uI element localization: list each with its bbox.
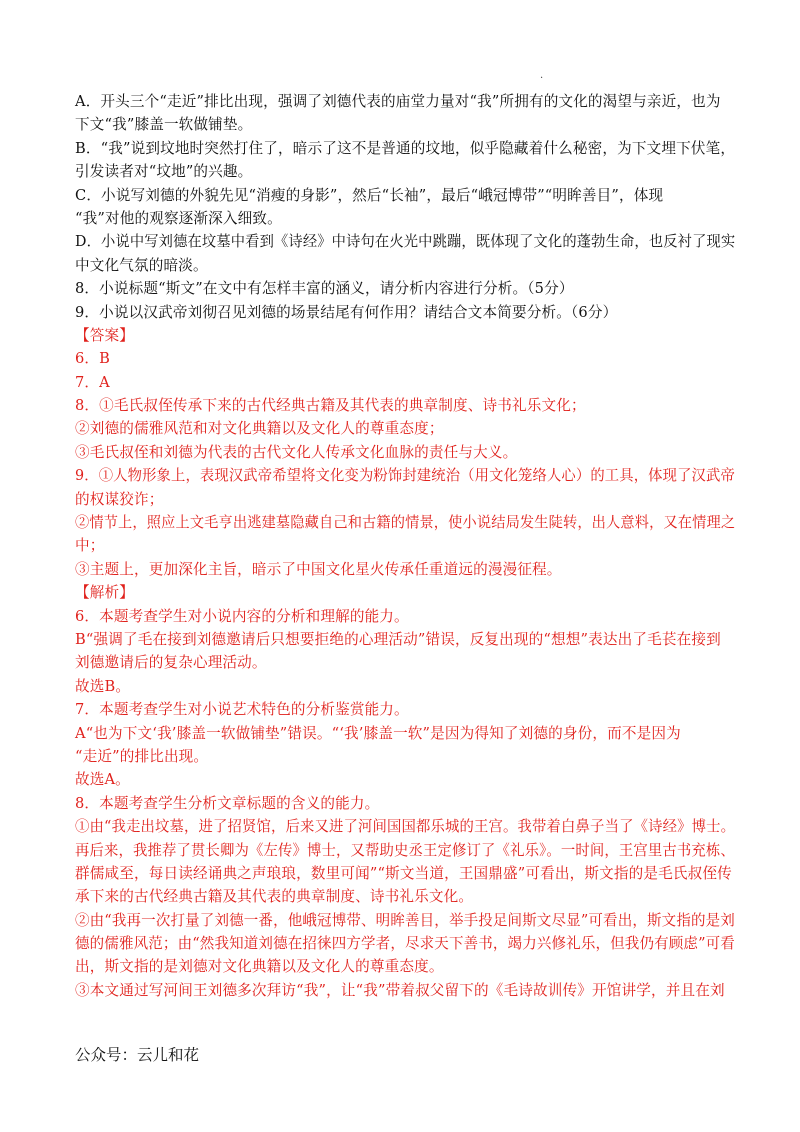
question-options xyxy=(75,90,735,277)
footer-account: 公众号：云儿和花 xyxy=(75,1046,200,1064)
analysis-line: ③本文通过写河间王刘德多次拜访“我”，让“我”带着叔父留下的《毛诗故训传》开馆讲学，并且在刘 xyxy=(75,981,725,999)
question-list xyxy=(75,277,735,324)
analysis-line: 故选B。 xyxy=(75,677,131,695)
analysis-line: 再后来，我推荐了贯长卿为《左传》博士，又帮助史丞王定修订了《礼乐》。一时间，王宫里古书充栋、 xyxy=(75,841,735,859)
analysis-line: 出，斯文指的是刘德对文化典籍以及文化人的尊重态度。 xyxy=(75,958,444,976)
analysis-line: “走近”的排比出现。 xyxy=(75,747,209,765)
answer-section xyxy=(75,347,735,581)
text-line: D．小说中写刘德在坟墓中看到《诗经》中诗句在火光中跳蹦，既体现了文化的蓬勃生命，也反衬了现实 xyxy=(75,233,736,251)
text-line: B．“我”说到坟地时突然打住了，暗示了这不是普通的坟地，似乎隐藏着什么秘密，为下文埋下伏笔， xyxy=(75,139,736,157)
text-line: C．小说写刘德的外貌先见“消瘦的身影”，然后“长袖”，最后“峨冠博带”“明眸善目”，体现 xyxy=(75,186,664,204)
analysis-line: 承下来的古代经典古籍及其代表的典章制度、诗书礼乐文化。 xyxy=(75,888,474,906)
analysis-line: 刘德邀请后的复杂心理活动。 xyxy=(75,654,267,672)
analysis-line: 7．本题考查学生对小说艺术特色的分析鉴赏能力。 xyxy=(75,701,409,719)
text-line: 引发读者对“坟地”的兴趣。 xyxy=(75,163,253,181)
text-line: 中文化气氛的暗淡。 xyxy=(75,256,208,274)
answer-line: ②刘德的儒雅风范和对文化典籍以及文化人的尊重态度； xyxy=(75,420,444,438)
analysis-line: 故选A。 xyxy=(75,771,130,789)
analysis-line: 8．本题考查学生分析文章标题的含义的能力。 xyxy=(75,794,380,812)
answer-line: ②情节上，照应上文毛亨出逃建墓隐藏自己和古籍的情景，使小说结局发生陡转，出人意料，又在情理之 xyxy=(75,514,736,532)
analysis-line: B“强调了毛在接到刘德邀请后只想要拒绝的心理活动”错误，反复出现的“想想”表达出了毛苌在接到 xyxy=(75,630,721,648)
analysis-line: 德的儒雅风范；由“然我知道刘德在招徕四方学者，尽求天下善书，竭力兴修礼乐，但我仍有顾虑”可看 xyxy=(75,935,735,953)
question-8: 8．小说标题“斯文”在文中有怎样丰富的涵义，请分析内容进行分析。（5分） xyxy=(75,280,574,298)
text-line: “我”对他的观察逐渐深入细致。 xyxy=(75,209,282,227)
analysis-line: ①由“我走出坟墓，进了招贤馆，后来又进了河间国国都乐城的王宫。我带着白鼻子当了《诗经》博士。 xyxy=(75,818,736,836)
analysis-line: 6．本题考查学生对小说内容的分析和理解的能力。 xyxy=(75,607,409,625)
analysis-line: A“也为下文‘我’膝盖一软做铺垫”错误。“‘我’膝盖一软”是因为得知了刘德的身份，而不是因为 xyxy=(75,724,681,742)
answer-heading: 【答案】 xyxy=(75,326,134,344)
analysis-section xyxy=(75,605,735,1003)
answer-line: 中； xyxy=(75,537,105,555)
text-line: 下文“我”膝盖一软做铺垫。 xyxy=(75,116,253,134)
content-body xyxy=(75,90,735,1002)
question-9: 9．小说以汉武帝刘彻召见刘德的场景结尾有何作用？请结合文本简要分析。（6分） xyxy=(75,303,618,321)
answer-line: 6．B xyxy=(75,350,111,368)
answer-line: ③毛氏叔侄和刘德为代表的古代文化人传承文化血脉的责任与大义。 xyxy=(75,443,518,461)
analysis-line: 群儒咸至，每日读经诵典之声琅琅，数里可闻”“斯文当道，王国鼎盛”可看出，斯文指的是毛氏叔侄传 xyxy=(75,864,732,882)
page-mark: . xyxy=(540,70,544,81)
analysis-heading: 【解析】 xyxy=(75,584,134,602)
text-line: A．开头三个“走近”排比出现，强调了刘德代表的庙堂力量对“我”所拥有的文化的渴望与亲近，也为 xyxy=(75,93,721,110)
answer-line: 的权谋狡诈； xyxy=(75,490,164,508)
answer-line: 9．①人物形象上，表现汉武帝希望将文化变为粉饰封建统治（用文化笼络人心）的工具，体现了汉武帝 xyxy=(75,467,735,485)
analysis-line: ②由“我再一次打量了刘德一番，他峨冠博带、明眸善目，举手投足间斯文尽显”可看出，斯文指的是刘 xyxy=(75,911,735,929)
answer-line: 7．A xyxy=(75,373,110,391)
answer-line: 8．①毛氏叔侄传承下来的古代经典古籍及其代表的典章制度、诗书礼乐文化； xyxy=(75,397,586,415)
answer-line: ③主题上，更加深化主旨，暗示了中国文化星火传承任重道远的漫漫征程。 xyxy=(75,560,562,578)
